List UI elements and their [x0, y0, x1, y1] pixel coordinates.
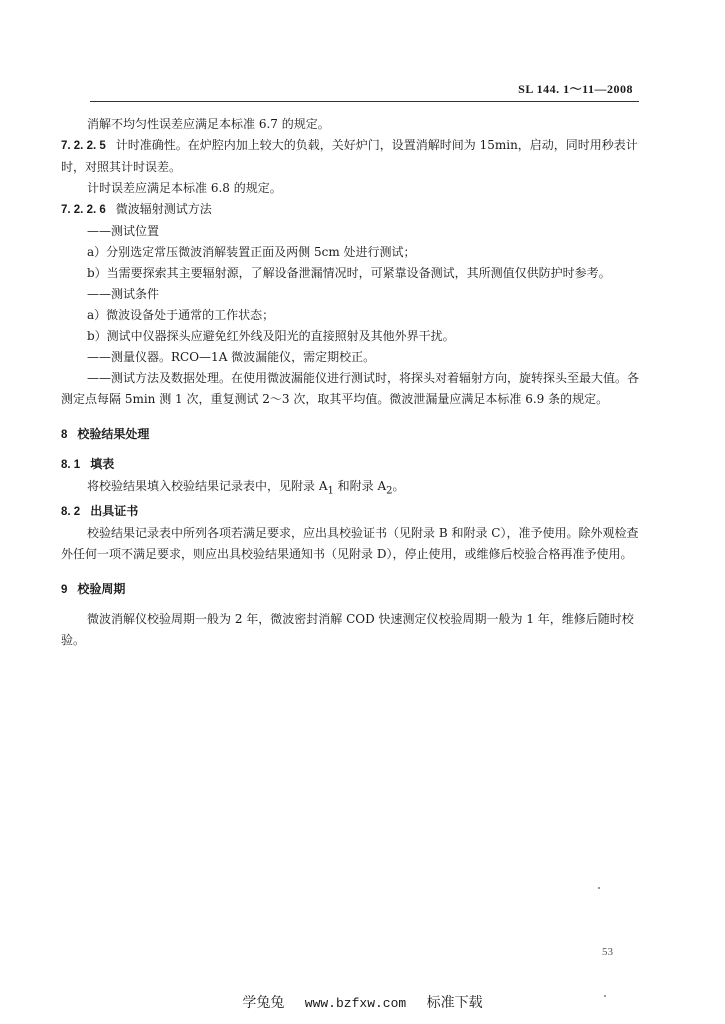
subscript: 2 — [386, 485, 393, 497]
text-segment: 。 — [392, 479, 405, 493]
subscript: 1 — [327, 485, 334, 497]
paragraph-7-2-2-4-end: 消解不均匀性误差应满足本标准 6.7 的规定。 — [87, 117, 330, 131]
clause-8-1-heading — [61, 454, 639, 476]
clause-number: 7. 2. 2. 6 — [61, 204, 106, 216]
paragraph-8-2: 校验结果记录表中所列各项若满足要求，应出具校验证书（见附录 B 和附录 C），准予使用。除外观检查外任何一项不满足要求，则应出具校验结果通知书（见附录 D），停止使用，或维修后校验合格再准予使用。 — [61, 526, 639, 562]
text-segment: 和附录 A — [333, 479, 387, 493]
dash-item-method: ——测试方法及数据处理。在使用微波漏能仪进行测试时，将探头对着辐射方向，旋转探头至最大值。各测定点每隔 5min 测 1 次，重复测试 2～3 次，取其平均值。微波泄漏量应满足本标准 6.9 条的规定。 — [61, 371, 640, 406]
paragraph-9: 微波消解仪校验周期一般为 2 年，微波密封消解 COD 快速测定仪校验周期一般为 1 年，维修后随时校验。 — [61, 612, 634, 648]
dash-item-conditions: ——测试条件 — [87, 287, 160, 301]
section-9-heading — [61, 579, 639, 601]
clause-7-2-2-5 — [61, 135, 639, 178]
section-8-heading — [61, 424, 639, 446]
document-body — [61, 114, 639, 651]
clause-number: 8. 1 — [61, 459, 81, 471]
section-number: 8 — [61, 429, 68, 441]
dash-item-position: ——测试位置 — [87, 224, 160, 238]
list-item-b: b）测试中仪器探头应避免红外线及阳光的直接照射及其他外界干扰。 — [87, 329, 455, 343]
paragraph-timing-error: 计时误差应满足本标准 6.8 的规定。 — [87, 181, 282, 195]
dash-item-instrument: ——测量仪器。RCO—1A 微波漏能仪，需定期校正。 — [87, 350, 376, 364]
text-segment: 将校验结果填入校验结果记录表中，见附录 A — [87, 479, 328, 493]
clause-number: 7. 2. 2. 5 — [61, 140, 106, 152]
clause-7-2-2-6 — [61, 199, 639, 221]
clause-8-2-heading — [61, 501, 639, 523]
footer-watermark — [0, 992, 725, 1012]
list-item-a: a）分别选定常压微波消解装置正面及两侧 5cm 处进行测试； — [87, 245, 416, 259]
clause-title: 填表 — [90, 457, 115, 471]
scan-speck — [598, 887, 600, 889]
section-title: 校验结果处理 — [77, 427, 150, 441]
section-number: 9 — [61, 584, 68, 597]
standard-code: SL 144. 1～11—2008 — [518, 82, 633, 96]
clause-title: 微波辐射测试方法 — [115, 202, 212, 216]
list-item-b: b）当需要探索其主要辐射源，了解设备泄漏情况时，可紧靠设备测试，其所测值仅供防护时参考。 — [87, 266, 611, 280]
clause-title: 出具证书 — [90, 504, 139, 519]
paragraph-8-1 — [61, 476, 639, 501]
list-item-a: a）微波设备处于通常的工作状态； — [87, 308, 275, 322]
page-number: 53 — [602, 946, 613, 958]
footer-site-name: 学兔兔 — [242, 995, 285, 1011]
clause-number: 8. 2 — [61, 506, 81, 519]
footer-tagline: 标准下载 — [426, 995, 483, 1011]
header-rule — [90, 101, 639, 102]
section-title: 校验周期 — [77, 582, 126, 597]
clause-text: 计时准确性。在炉腔内加上较大的负载，关好炉门，设置消解时间为 15min，启动，同时用秒表计时，对照其计时误差。 — [61, 138, 638, 174]
footer-url: www.bzfxw.com — [304, 996, 407, 1011]
